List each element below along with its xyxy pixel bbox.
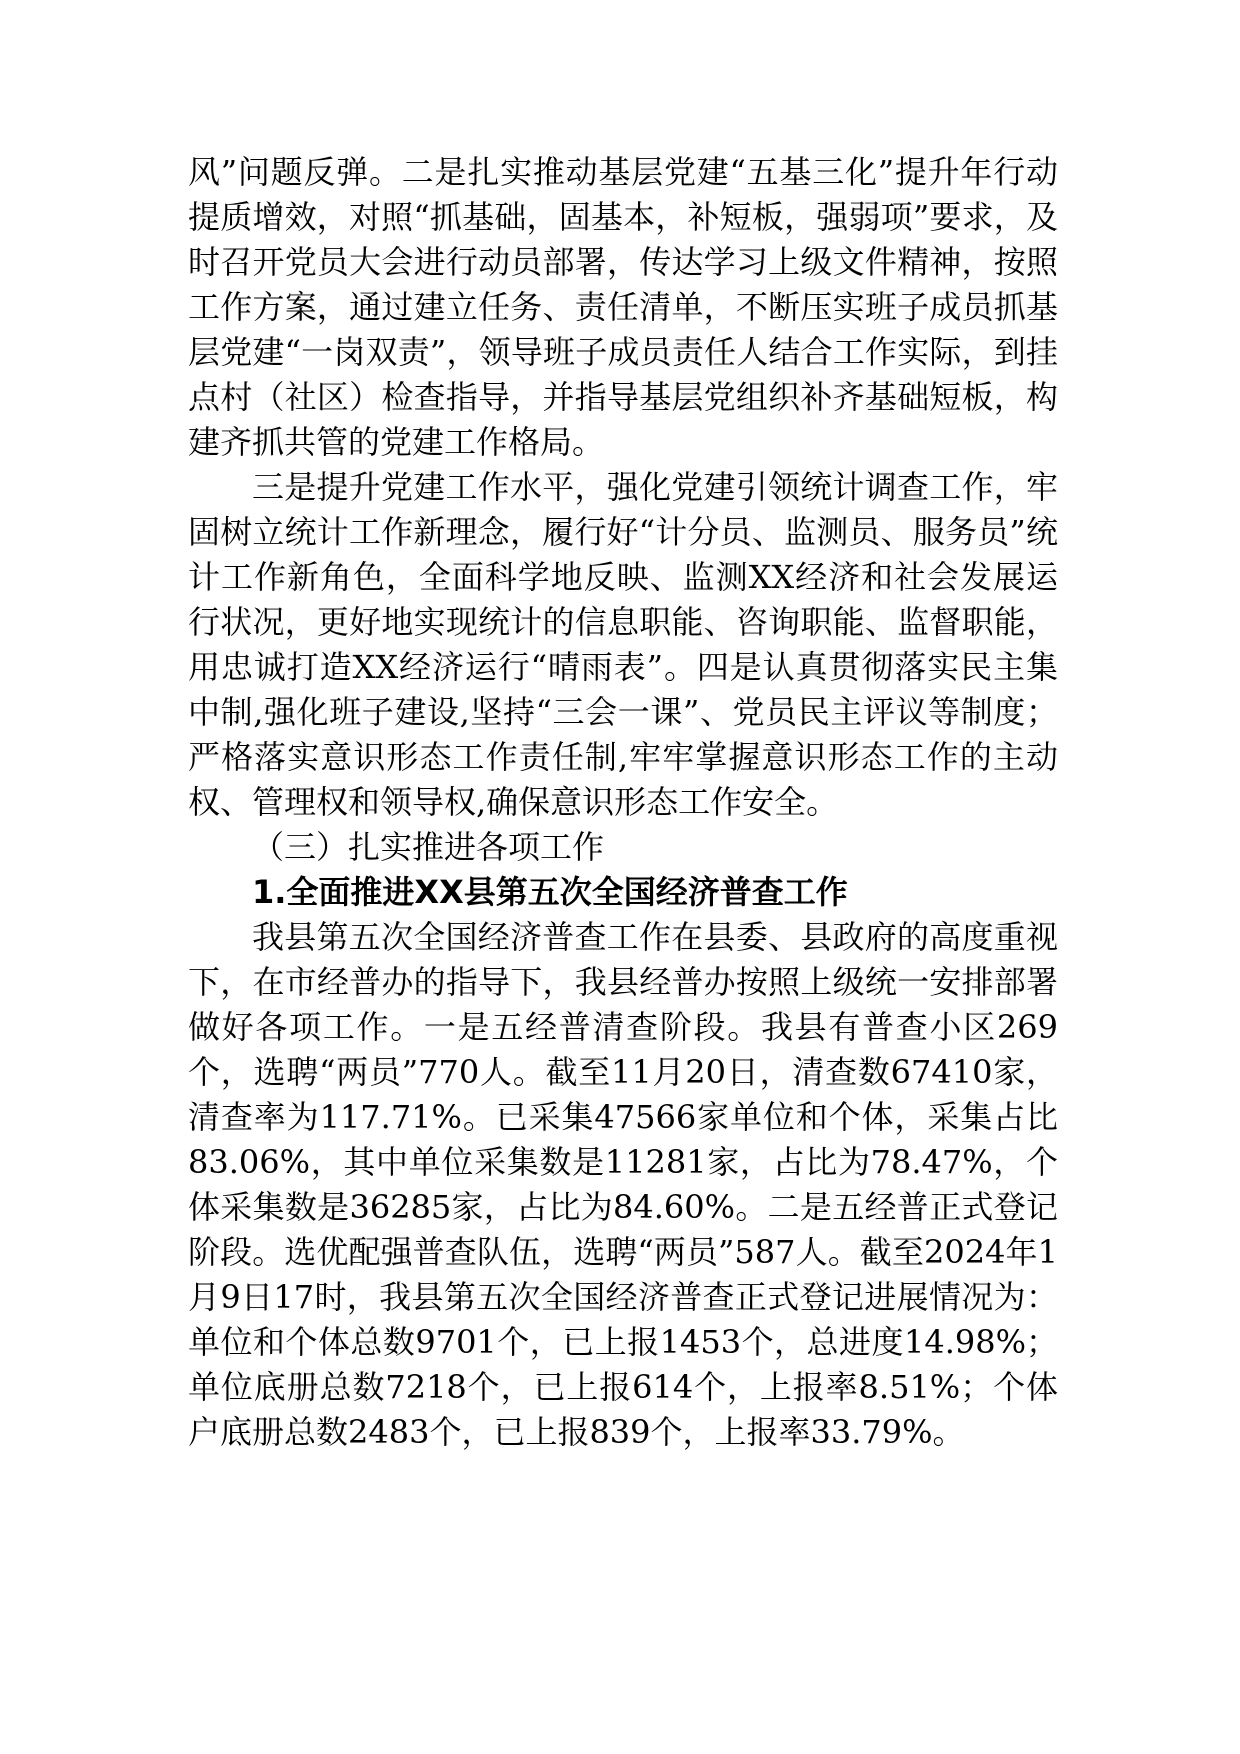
paragraph-party-building-continued: 风”问题反弹。二是扎实推动基层党建“五基三化”提升年行动提质增效，对照“抓基础，固基本，补短板，强弱项”要求，及时召开党员大会进行动员部署，传达学习上级文件精神，按照工作方案，通过建立任务、责任清单，不断压实班子成员抓基层党建“一岗双责”，领导班子成员责任人结合工作实际，到挂点村（社区）检查指导，并指导基层党组织补齐基础短板，构建齐抓共管的党建工作格局。 [188,153,1058,461]
document-body [188,150,1058,1455]
paragraph-party-building-level: 三是提升党建工作水平，强化党建引领统计调查工作，牢固树立统计工作新理念，履行好“计分员、监测员、服务员”统计工作新角色，全面科学地反映、监测XX经济和社会发展运行状况，更好地实现统计的信息职能、咨询职能、监督职能，用忠诚打造XX经济运行“晴雨表”。四是认真贯彻落实民主集中制,强化班子建设,坚持“三会一课”、党员民主评议等制度；严格落实意识形态工作责任制,牢牢掌握意识形态工作的主动权、管理权和领导权,确保意识形态工作安全。 [188,468,1058,821]
paragraph-economic-census: 我县第五次全国经济普查工作在县委、县政府的高度重视下，在市经普办的指导下，我县经普办按照上级统一安排部署做好各项工作。一是五经普清查阶段。我县有普查小区269个，选聘“两员”770人。截至11月20日，清查数67410家，清查率为117.71%。已采集47566家单位和个体，采集占比83.06%，其中单位采集数是11281家，占比为78.47%，个体采集数是36285家，占比为84.60%。二是五经普正式登记阶段。选优配强普查队伍，选聘“两员”587人。截至2024年1月9日17时，我县第五次全国经济普查正式登记进展情况为：单位和个体总数9701个，已上报1453个，总进度14.98%；单位底册总数7218个，已上报614个，上报率8.51%；个体户底册总数2483个，已上报839个，上报率33.79%。 [188,918,1058,1451]
section-heading-three: （三）扎实推进各项工作 [252,828,605,866]
subsection-heading-economic-census: 1.全面推进XX县第五次全国经济普查工作 [252,873,848,911]
